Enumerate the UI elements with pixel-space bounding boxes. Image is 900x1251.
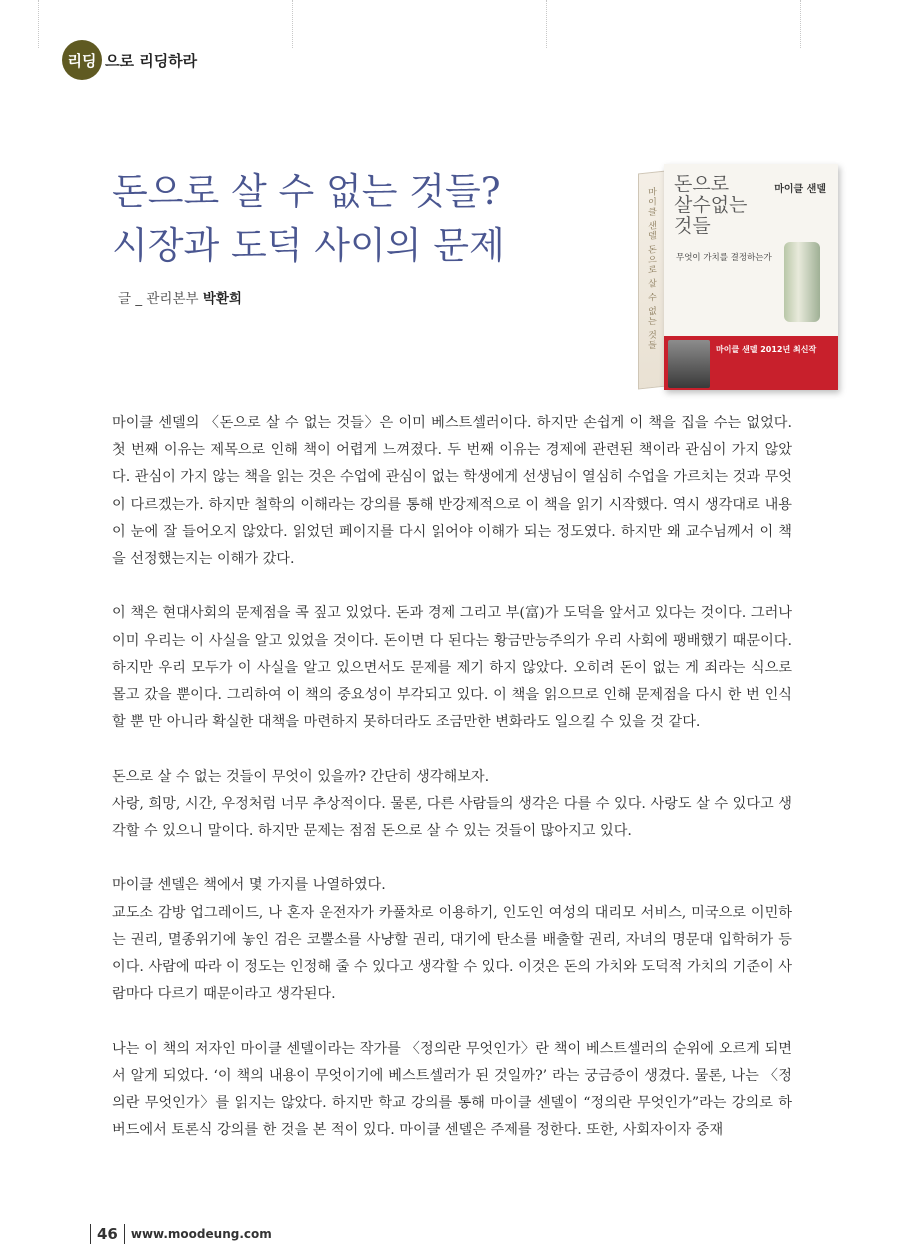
body-paragraph: 돈으로 살 수 없는 것들이 무엇이 있을까? 간단히 생각해보자. 사랑, 희망, 시간, 우정처럼 너무 추상적이다. 물론, 다른 사람들의 생각은 다를 수 있다. 사랑도 살 수 있다고 생각할 수 있으니 말이다. 하지만 문제는 점점 돈으로 살 수 있는 것들이 많아지고 있다. bbox=[112, 768, 792, 840]
body-paragraph: 마이클 센델은 책에서 몇 가지를 나열하였다. 교도소 감방 업그레이드, 나 혼자 운전자가 카풀차로 이용하기, 인도인 여성의 대리모 서비스, 미국으로 이민하는 권리, 멸종위기에 놓인 검은 코뿔소를 사냥할 권리, 대기에 탄소를 배출할 권리, 자녀의 명문대 입학허가 등이다. 사람에 따라 이 정도는 인정해 줄 수 있다고 생각할 수 있다. 이것은 돈의 가치와 도덕적 가치의 기준이 사람마다 다르기 때문이라고 생각된다. bbox=[112, 877, 792, 1003]
book-cover-subtitle: 무엇이 가치를 결정하는가 bbox=[676, 253, 772, 263]
section-header-badge: 리딩 bbox=[62, 40, 102, 80]
body-paragraph: 마이클 센델의 〈돈으로 살 수 없는 것들〉은 이미 베스트셀러이다. 하지만 손쉽게 이 책을 집을 수는 없었다. 첫 번째 이유는 제목으로 인해 책이 어렵게 느껴졌다. 두 번째 이유는 경제에 관련된 책이라 관심이 가지 않았다. 관심이 가지 않는 책을 읽는 것은 수업에 관심이 없는 학생에게 선생님이 열심히 수업을 가르치는 것과 무엇이 다르겠는가. 하지만 철학의 이해라는 강의를 통해 반강제적으로 이 책을 읽기 시작했다. 역시 생각대로 내용이 눈에 잘 들어오지 않았다. 읽었던 페이지를 다시 읽어야 이해가 되는 정도였다. 하지만 왜 교수님께서 이 책을 선정했는지는 이해가 갔다. bbox=[112, 415, 792, 568]
book-spine-text: 마이클 샌델 돈으로 살 수 없는 것들 bbox=[646, 186, 656, 351]
footer-divider bbox=[124, 1224, 125, 1244]
page-number: 46 bbox=[97, 1225, 118, 1243]
section-header-text: 으로 리딩하라 bbox=[105, 51, 198, 70]
article-title-line2: 시장과 도덕 사이의 문제 bbox=[112, 224, 505, 267]
book-front bbox=[664, 164, 838, 390]
footer-divider bbox=[90, 1224, 91, 1244]
top-dotted-line bbox=[38, 0, 39, 48]
book-cover-image bbox=[618, 160, 844, 392]
byline bbox=[118, 287, 242, 307]
body-paragraph: 이 책은 현대사회의 문제점을 콕 짚고 있었다. 돈과 경제 그리고 부(富)가 도덕을 앞서고 있다는 것이다. 그러나 이미 우리는 이 사실을 알고 있었을 것이다. 돈이면 다 된다는 황금만능주의가 우리 사회에 팽배했기 때문이다. 하지만 우리 모두가 이 사실을 알고 있으면서도 문제를 제기 하지 않았다. 오히려 돈이 없는 게 죄라는 식으로 몰고 갔을 뿐이다. 그리하여 이 책의 중요성이 부각되고 있다. 이 책을 읽으므로 인해 문제점을 다시 한 번 인식할 뿐 만 아니라 확실한 대책을 마련하지 못하더라도 조금만한 변화라도 일으킬 수 있을 것 같다. bbox=[112, 605, 792, 731]
book-cover-band-text: 마이클 샌델 2012년 최신작 bbox=[716, 345, 817, 354]
byline-prefix: 글 _ 관리본부 bbox=[118, 291, 199, 307]
top-dotted-line bbox=[546, 0, 547, 48]
book-spine bbox=[638, 171, 666, 390]
body-paragraph: 나는 이 책의 저자인 마이클 센델이라는 작가를 〈정의란 무엇인가〉란 책이 베스트셀러의 순위에 오르게 되면서 알게 되었다. ‘이 책의 내용이 무엇이기에 베스트셀러가 된 것일까?’ 라는 궁금증이 생겼다. 물론, 나는 〈정의란 무엇인가〉를 읽지는 않았다. 하지만 학교 강의를 통해 마이클 센델이 “정의란 무엇인가”라는 강의로 하버드에서 토론식 강의를 한 것을 본 적이 있다. 마이클 센델은 주제를 정한다. 또한, 사회자이자 중재 bbox=[112, 1040, 792, 1139]
article-title-line1: 돈으로 살 수 없는 것들? bbox=[112, 170, 501, 213]
top-dotted-line bbox=[292, 0, 293, 48]
page-footer bbox=[90, 1224, 272, 1244]
top-dotted-line bbox=[800, 0, 801, 48]
byline-author: 박환희 bbox=[202, 291, 242, 307]
section-header bbox=[62, 40, 197, 80]
book-cover-title: 돈으로 살수없는 것들 bbox=[674, 173, 748, 237]
book-cover-author: 마이클 샌델 bbox=[774, 184, 826, 195]
article-title bbox=[112, 165, 505, 273]
money-roll-illustration bbox=[784, 242, 820, 322]
article-body bbox=[112, 410, 792, 1172]
footer-url: www.moodeung.com bbox=[130, 1227, 272, 1241]
author-photo bbox=[668, 340, 710, 388]
